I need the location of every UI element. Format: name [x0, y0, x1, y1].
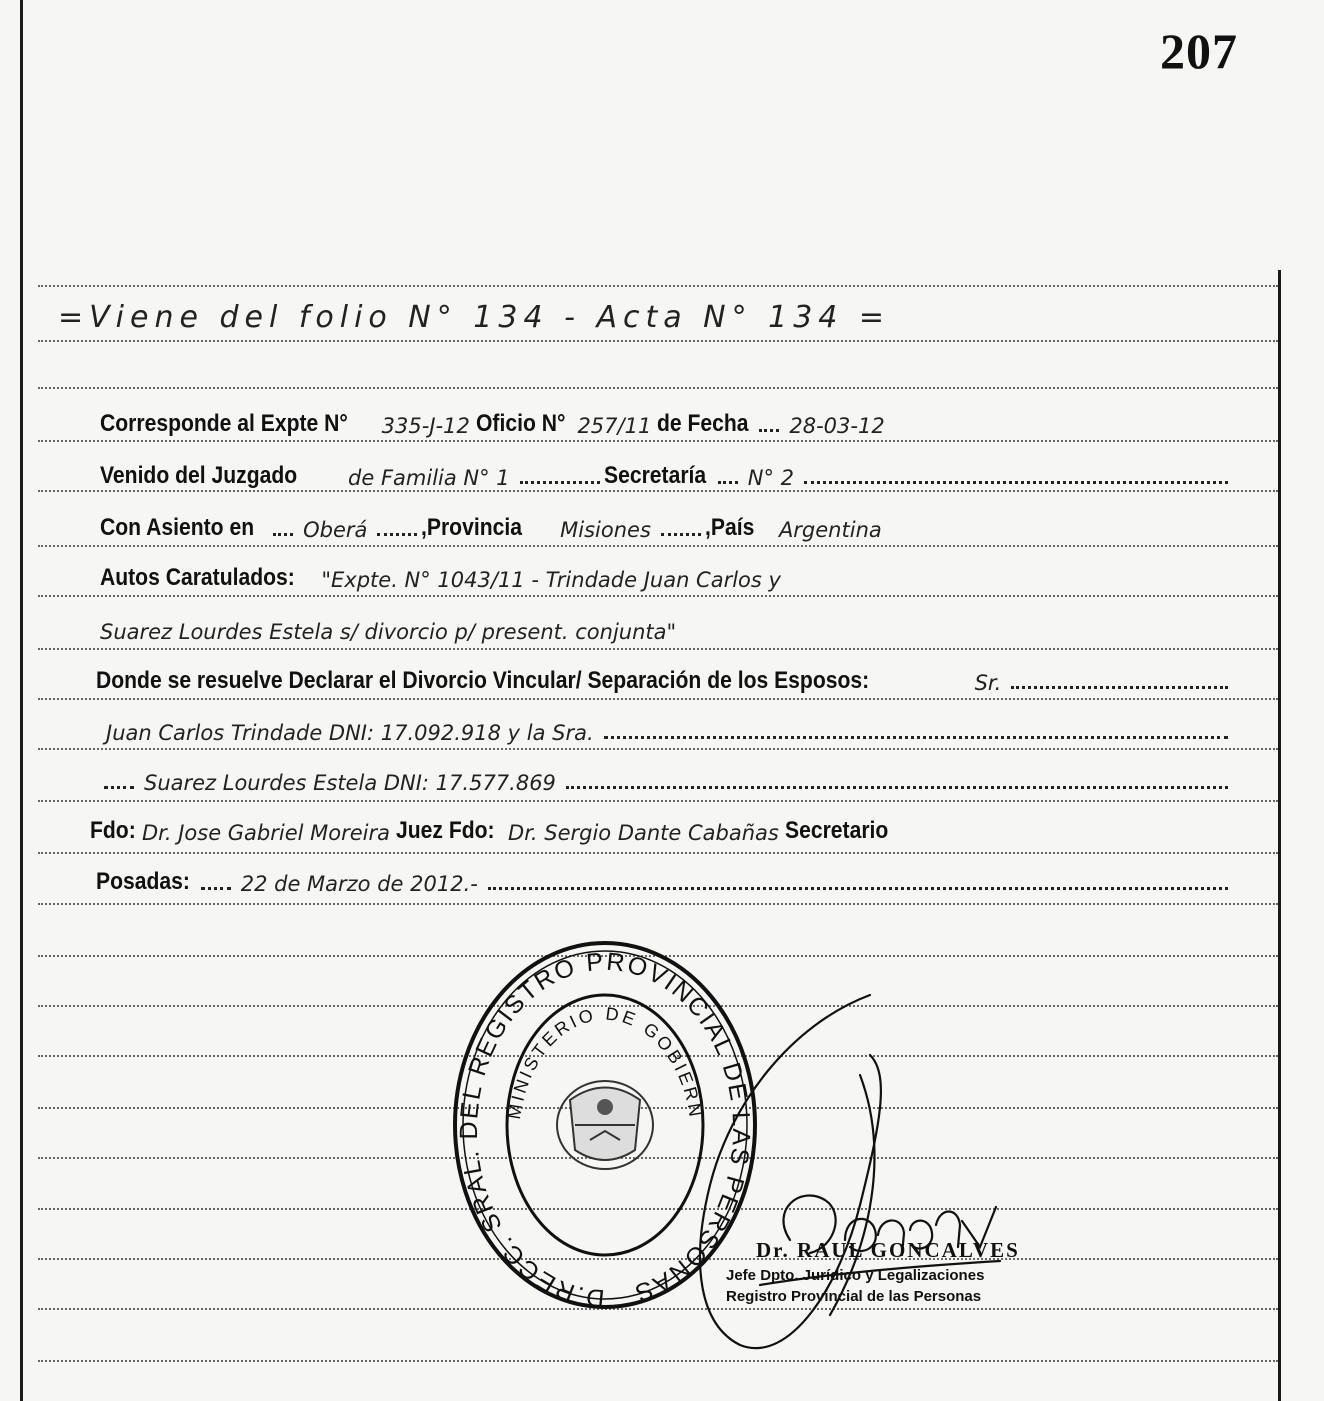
ruled-line — [38, 285, 1278, 287]
posadas-value: 22 de Marzo de 2012.- — [240, 872, 478, 896]
ruled-line — [38, 748, 1278, 750]
row-expte — [100, 398, 1232, 438]
fecha-value: 28-03-12 — [789, 414, 885, 438]
pais-label: ,País — [704, 514, 755, 541]
juez-label: Juez Fdo: — [396, 817, 495, 844]
signer-title-1: Jefe Dpto. Jurídico y Legalizaciones — [726, 1267, 985, 1284]
oficio-value: 257/11 — [577, 414, 652, 438]
signature-drawing — [640, 985, 1020, 1365]
dot-leader — [201, 887, 231, 890]
ruled-line — [38, 440, 1278, 442]
dot-leader — [718, 481, 738, 484]
row-autos — [100, 552, 1232, 592]
ruled-line — [38, 800, 1278, 802]
pais-value: Argentina — [778, 518, 882, 542]
ruled-line — [38, 387, 1278, 389]
ruled-line — [38, 595, 1278, 597]
expte-value: 335-J-12 — [381, 414, 470, 438]
esposa-line: Suarez Lourdes Estela DNI: 17.577.869 — [144, 771, 556, 795]
signature-block — [726, 1238, 1086, 1305]
row-asiento — [100, 502, 1232, 542]
dot-leader — [566, 786, 1228, 789]
signer-title-2: Registro Provincial de las Personas — [726, 1288, 982, 1305]
oficio-label: Oficio N° — [475, 410, 566, 437]
secretaria-value: N° 2 — [747, 466, 794, 490]
resolucion-label: Donde se resuelve Declarar el Divorcio Vincular/ Separación de los Esposos: — [96, 667, 870, 694]
autos-label: Autos Caratulados: — [100, 564, 295, 591]
expte-label: Corresponde al Expte N° — [100, 410, 348, 437]
dot-leader — [604, 736, 1228, 739]
ruled-line — [38, 545, 1278, 547]
juzgado-value: de Familia N° 1 — [348, 466, 510, 490]
dot-leader — [377, 533, 417, 536]
dot-leader — [1011, 686, 1228, 689]
ruled-line — [38, 648, 1278, 650]
fdo-label: Fdo: — [90, 817, 136, 844]
dot-leader — [759, 429, 779, 432]
coat-of-arms-icon — [557, 1081, 653, 1169]
secretario-value: Dr. Sergio Dante Cabañas — [508, 821, 779, 845]
ruled-line — [38, 852, 1278, 854]
stamp-inner-text: MINISTERIO DE GOBIERN — [503, 1003, 707, 1121]
header-handwritten-line: =Viene del folio N° 134 - Acta N° 134 = — [58, 300, 891, 335]
signer-name: Dr. RAUL GONCALVES — [756, 1238, 1020, 1262]
left-margin-line — [20, 0, 23, 1401]
autos-value-2: Suarez Lourdes Estela s/ divorcio p/ present. conjunta" — [100, 620, 677, 644]
dot-leader — [104, 786, 134, 789]
dot-leader — [520, 481, 600, 484]
ruled-line — [38, 903, 1278, 905]
fecha-label: de Fecha — [657, 410, 749, 437]
dot-leader — [488, 887, 1228, 890]
autos-value-1: "Expte. N° 1043/11 - Trindade Juan Carlos y — [321, 568, 781, 592]
dot-leader — [273, 533, 293, 536]
juez-value: Dr. Jose Gabriel Moreira — [141, 821, 391, 845]
ruled-line — [38, 340, 1278, 342]
secretario-label: Secretario — [784, 817, 889, 844]
ruled-line — [38, 698, 1278, 700]
ruled-line — [38, 490, 1278, 492]
row-juzgado — [100, 450, 1232, 490]
right-margin-line — [1278, 270, 1281, 1401]
secretaria-label: Secretaría — [603, 462, 706, 489]
dot-leader — [804, 481, 1228, 484]
asiento-label: Con Asiento en — [100, 514, 255, 541]
posadas-label: Posadas: — [96, 868, 190, 895]
asiento-value: Oberá — [303, 518, 368, 542]
row-autos-cont — [100, 604, 1232, 644]
esposo-line: Juan Carlos Trindade DNI: 17.092.918 y la Sra. — [106, 721, 594, 745]
stamp-outer-text: D.RECC. SRAL. DEL REGISTRO PROVINCIAL DE LAS PERSONAS — [455, 947, 756, 1313]
resolucion-value: Sr. — [974, 671, 1002, 695]
row-esposo — [100, 705, 1232, 745]
provincia-label: ,Provincia — [421, 514, 523, 541]
provincia-value: Misiones — [560, 518, 651, 542]
juzgado-label: Venido del Juzgado — [100, 462, 298, 489]
folio-number: 207 — [1160, 23, 1238, 79]
row-esposa — [100, 755, 1232, 795]
dot-leader — [661, 533, 701, 536]
row-resolucion — [96, 655, 1232, 695]
row-posadas — [96, 856, 1232, 896]
row-firmas — [90, 805, 1232, 845]
